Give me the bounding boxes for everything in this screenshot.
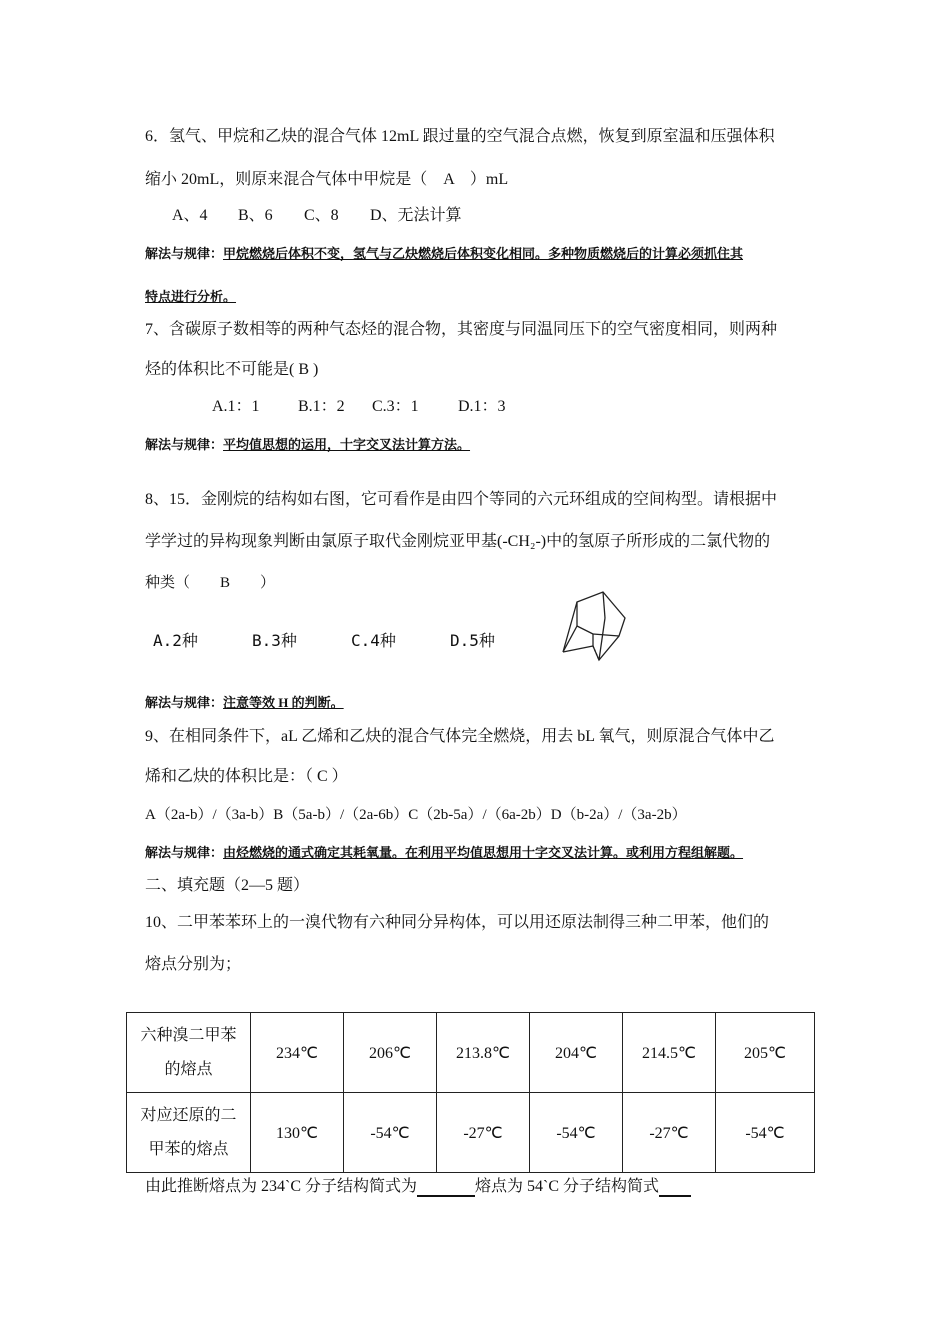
table-cell: 213.8℃ [437,1013,530,1093]
table-cell: -27℃ [623,1093,716,1173]
q6-option-c: C、8 [304,207,339,224]
table-cell: 234℃ [251,1013,344,1093]
row-header-line1: 六种溴二甲苯 [140,1026,237,1044]
q9-method [145,843,743,863]
conclusion-part1: 由此推断熔点为 234`C 分子结构简式为 [145,1178,418,1195]
row-header [127,1093,251,1173]
method-text: 甲烷燃烧后体积不变，氢气与乙炔燃烧后体积变化相同。多种物质燃烧后的计算必须抓住其 [223,246,744,261]
method-label: 解法与规律： [145,845,224,860]
q6-method-line2: 特点进行分析。 [145,289,237,304]
q6-options [172,206,462,226]
q8-option-d: D.5种 [450,631,495,650]
table-cell: -54℃ [344,1093,437,1173]
table-cell: -54℃ [716,1093,815,1173]
conclusion-part2: 熔点为 54`C 分子结构简式 [475,1178,660,1195]
table-cell: 204℃ [530,1013,623,1093]
q7-line1: 7、含碳原子数相等的两种气态烃的混合物，其密度与同温同压下的空气密度相同，则两种 [145,321,778,338]
row-header [127,1013,251,1093]
table-cell: 214.5℃ [623,1013,716,1093]
q8-option-a: A.2种 [153,631,198,650]
q7-options [212,397,506,417]
method-text: 平均值思想的运用，十字交叉法计算方法。 [223,437,471,452]
q6-method-line1 [145,244,743,264]
q10-conclusion [145,1177,691,1197]
table-row [127,1093,815,1173]
q8-line2: 学学过的异构现象判断由氯原子取代金刚烷亚甲基(-CH₂-)中的氢原子所形成的二氯代物的 [145,533,771,550]
q7-option-b: B.1：2 [298,398,345,415]
q6-option-a: A、4 [172,207,208,224]
q8-option-c: C.4种 [351,631,396,650]
q8-method [145,693,344,713]
q8-option-b: B.3种 [252,631,297,650]
table-cell: 206℃ [344,1013,437,1093]
row-header-line2: 的熔点 [164,1060,213,1078]
q6-option-d: D、无法计算 [370,207,462,224]
q7-option-a: A.1：1 [212,398,260,415]
row-header-line1: 对应还原的二 [140,1106,237,1124]
q6-line2: 缩小 20mL，则原来混合气体中甲烷是（ A ）mL [145,171,509,188]
method-label: 解法与规律： [145,695,224,710]
melting-point-table [126,1012,815,1173]
q8-line3: 种类（ B ） [145,575,276,591]
q7-method [145,435,470,455]
q8-options [153,631,495,651]
table-cell: -54℃ [530,1093,623,1173]
q6-line1: 6．氢气、甲烷和乙炔的混合气体 12mL 跟过量的空气混合点燃，恢复到原室温和压强体积 [145,128,775,145]
table-cell: 130℃ [251,1093,344,1173]
answer-blank-1[interactable] [417,1177,475,1197]
adamantane-structure-diagram [555,588,635,668]
method-text: 由烃燃烧的通式确定其耗氧量。在利用平均值思想用十字交叉法计算。或利用方程组解题。 [223,845,744,860]
table-cell: -27℃ [437,1093,530,1173]
q7-line2: 烃的体积比不可能是( B ) [145,361,319,378]
row-header-line2: 甲苯的熔点 [148,1140,229,1158]
q10-line1: 10、二甲苯苯环上的一溴代物有六种同分异构体，可以用还原法制得三种二甲苯，他们的 [145,914,770,931]
method-label: 解法与规律： [145,437,224,452]
q7-option-c: C.3：1 [372,398,419,415]
table-row [127,1013,815,1093]
q6-option-b: B、6 [238,207,273,224]
q9-line2: 烯和乙炔的体积比是：（ C ） [145,768,348,785]
q10-line2: 熔点分别为； [145,956,242,973]
section-heading: 二、填充题（2—5 题） [145,877,310,894]
method-label: 解法与规律： [145,246,224,261]
q8-line1: 8、15．金刚烷的结构如右图，它可看作是由四个等同的六元环组成的空间构型。请根据中 [145,491,778,508]
method-text: 注意等效 H 的判断。 [223,695,344,710]
table-cell: 205℃ [716,1013,815,1093]
answer-blank-2[interactable] [659,1177,691,1197]
q9-line1: 9、在相同条件下，aL 乙烯和乙炔的混合气体完全燃烧，用去 bL 氧气，则原混合气体中乙 [145,728,775,745]
q7-option-d: D.1：3 [458,398,506,415]
q9-options: A（2a-b）/（3a-b）B（5a-b）/（2a-6b）C（2b-5a）/（6a-2b）D（b-2a）/（3a-2b） [145,807,687,823]
